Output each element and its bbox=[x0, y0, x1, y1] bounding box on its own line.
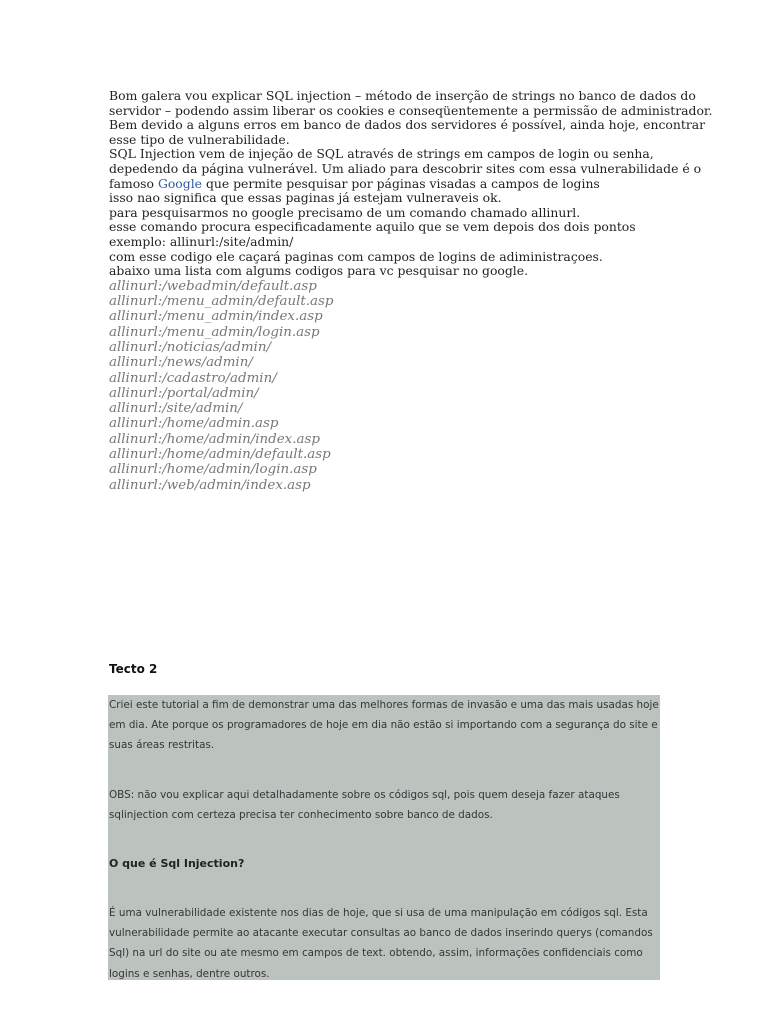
text-line: sqlinjection com certeza precisa ter conhecimento sobre banco de dados. bbox=[109, 809, 493, 822]
section-title: Tecto 2 bbox=[109, 662, 158, 676]
text-line: OBS: não vou explicar aqui detalhadamente sobre os códigos sql, pois quem deseja fazer ataques bbox=[109, 789, 620, 801]
google-prefix: famoso bbox=[109, 175, 158, 191]
intro-line: esse tipo de vulnerabilidade. bbox=[109, 131, 290, 147]
intro-line: servidor – podendo assim liberar os cookies e conseqüentemente a permissão de administrador. bbox=[109, 102, 713, 118]
url-item: allinurl:/home/admin.asp bbox=[109, 416, 279, 432]
url-item: allinurl:/home/admin/default.asp bbox=[109, 446, 331, 462]
text-line: logins e senhas, dentre outros. bbox=[109, 967, 270, 980]
text-line: Sql) na url do site ou ate mesmo em campos de text. obtendo, assim, informações confidenciais como bbox=[109, 947, 643, 960]
url-item: allinurl:/cadastro/admin/ bbox=[109, 370, 277, 386]
text-line: suas áreas restritas. bbox=[109, 739, 215, 752]
intro-line: com esse codigo ele caçará paginas com campos de logins de adiministraçoes. bbox=[109, 248, 603, 264]
url-item: allinurl:/home/admin/index.asp bbox=[109, 431, 320, 447]
url-item: allinurl:/portal/admin/ bbox=[109, 385, 259, 401]
paragraph-intro bbox=[109, 695, 659, 756]
url-item: allinurl:/site/admin/ bbox=[109, 401, 243, 417]
url-item: allinurl:/menu_admin/index.asp bbox=[109, 309, 323, 325]
url-item: allinurl:/webadmin/default.asp bbox=[109, 278, 317, 294]
intro-line-google bbox=[109, 177, 669, 192]
google-suffix: que permite pesquisar por páginas visadas a campos de logins bbox=[202, 175, 600, 191]
text-line: em dia. Ate porque os programadores de hoje em dia não estão si importando com a segurança do site e bbox=[109, 719, 658, 732]
url-item: allinurl:/menu_admin/default.asp bbox=[109, 294, 334, 310]
tutorial-box bbox=[108, 695, 660, 980]
google-link[interactable]: Google bbox=[157, 175, 202, 191]
intro-line: para pesquisarmos no google precisamo de um comando chamado allinurl. bbox=[109, 204, 581, 220]
url-item: allinurl:/menu_admin/login.asp bbox=[109, 324, 320, 340]
text-line: É uma vulnerabilidade existente nos dias de hoje, que si usa de uma manipulação em códigos sql. Esta bbox=[109, 907, 648, 919]
subheading: O que é Sql Injection? bbox=[109, 857, 245, 870]
intro-line: exemplo: allinurl:/site/admin/ bbox=[109, 233, 294, 249]
intro-line: esse comando procura especificadamente aquilo que se vem depois dos dois pontos bbox=[109, 219, 636, 235]
url-item: allinurl:/noticias/admin/ bbox=[109, 339, 271, 355]
intro-line: abaixo uma lista com algums codigos para vc pesquisar no google. bbox=[109, 263, 529, 279]
intro-line: Bem devido a alguns erros em banco de dados dos servidores é possível, ainda hoje, encontrar bbox=[109, 117, 706, 133]
article-body bbox=[109, 88, 713, 493]
intro-line: isso nao significa que essas paginas já estejam vulneraveis ok. bbox=[109, 190, 502, 206]
intro-line: SQL Injection vem de injeção de SQL através de strings em campos de login ou senha, bbox=[109, 146, 654, 162]
url-item: allinurl:/news/admin/ bbox=[109, 355, 253, 371]
url-item: allinurl:/home/admin/login.asp bbox=[109, 462, 317, 478]
paragraph-definition bbox=[109, 903, 653, 980]
intro-line: depedendo da página vulnerável. Um aliado para descobrir sites com essa vulnerabilidade é o bbox=[109, 160, 702, 176]
intro-line: Bom galera vou explicar SQL injection – método de inserção de strings no banco de dados do bbox=[109, 88, 696, 103]
paragraph-obs bbox=[109, 785, 620, 825]
url-item: allinurl:/web/admin/index.asp bbox=[109, 477, 311, 493]
url-list bbox=[109, 279, 669, 493]
text-line: Criei este tutorial a fim de demonstrar uma das melhores formas de invasão e uma das mais usadas hoje bbox=[109, 699, 659, 711]
text-line: vulnerabilidade permite ao atacante executar consultas ao banco de dados inserindo querys (comandos bbox=[109, 927, 653, 940]
